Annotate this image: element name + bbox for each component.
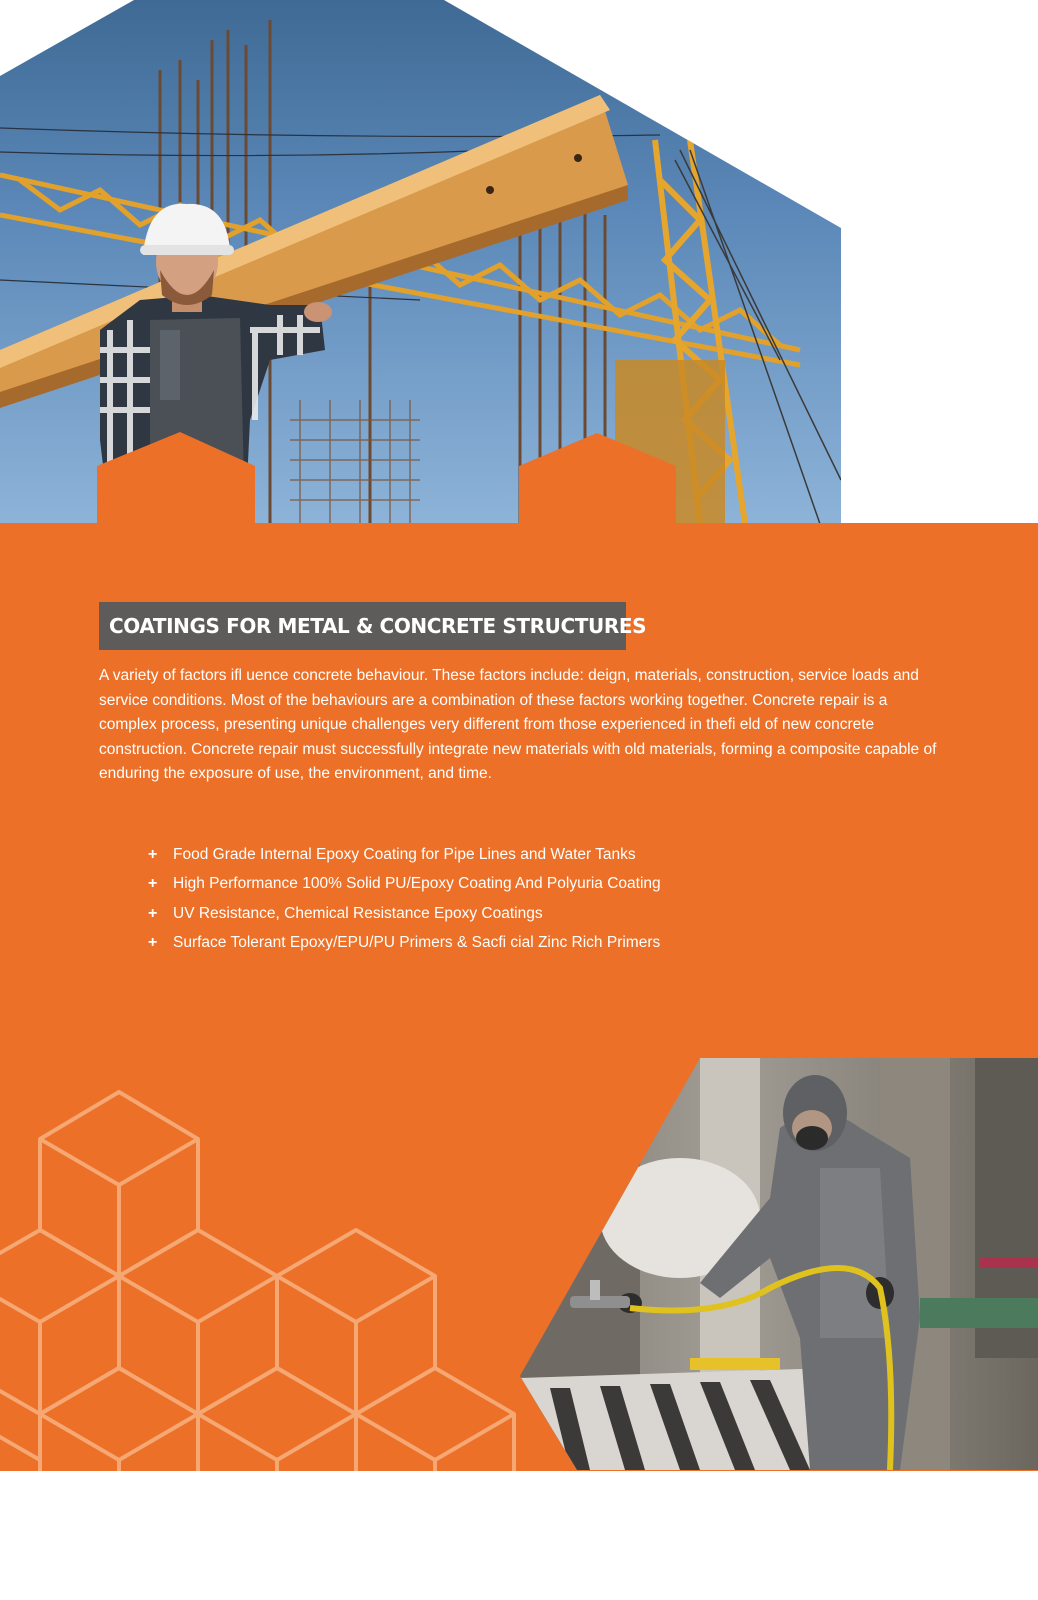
plus-icon: + [148, 904, 158, 922]
list-item [148, 899, 848, 929]
plus-icon: + [148, 845, 158, 863]
list-item [148, 840, 848, 870]
hexagon-pattern-decoration [0, 1080, 530, 1471]
list-item [148, 870, 848, 900]
list-item-text: High Performance 100% Solid PU/Epoxy Coating And Polyuria Coating [173, 875, 661, 893]
list-item-text: UV Resistance, Chemical Resistance Epoxy Coatings [173, 904, 543, 922]
plus-icon: + [148, 934, 158, 952]
plus-icon: + [148, 875, 158, 893]
list-item-text: Food Grade Internal Epoxy Coating for Pipe Lines and Water Tanks [173, 845, 636, 863]
list-item-text: Surface Tolerant Epoxy/EPU/PU Primers & Sacfi cial Zinc Rich Primers [173, 934, 661, 952]
construction-worker-photo [0, 0, 841, 524]
section-heading-box [99, 602, 647, 650]
section-heading: COATINGS FOR METAL & CONCRETE STRUCTURES [109, 614, 647, 638]
feature-list [148, 840, 848, 958]
intro-paragraph: A variety of factors ifl uence concrete behaviour. These factors include: deign, materials, construction, service loads and service conditions. Most of the behaviours are a combination of these factors working together. Concrete repair is a complex process, presenting unique challenges very different from those experienced in thefi eld of new concrete construction. Concrete repair must successfully integrate new materials with old materials, forming a composite capable of enduring the exposure of use, the environment, and time. [99, 667, 937, 783]
list-item [148, 929, 848, 959]
